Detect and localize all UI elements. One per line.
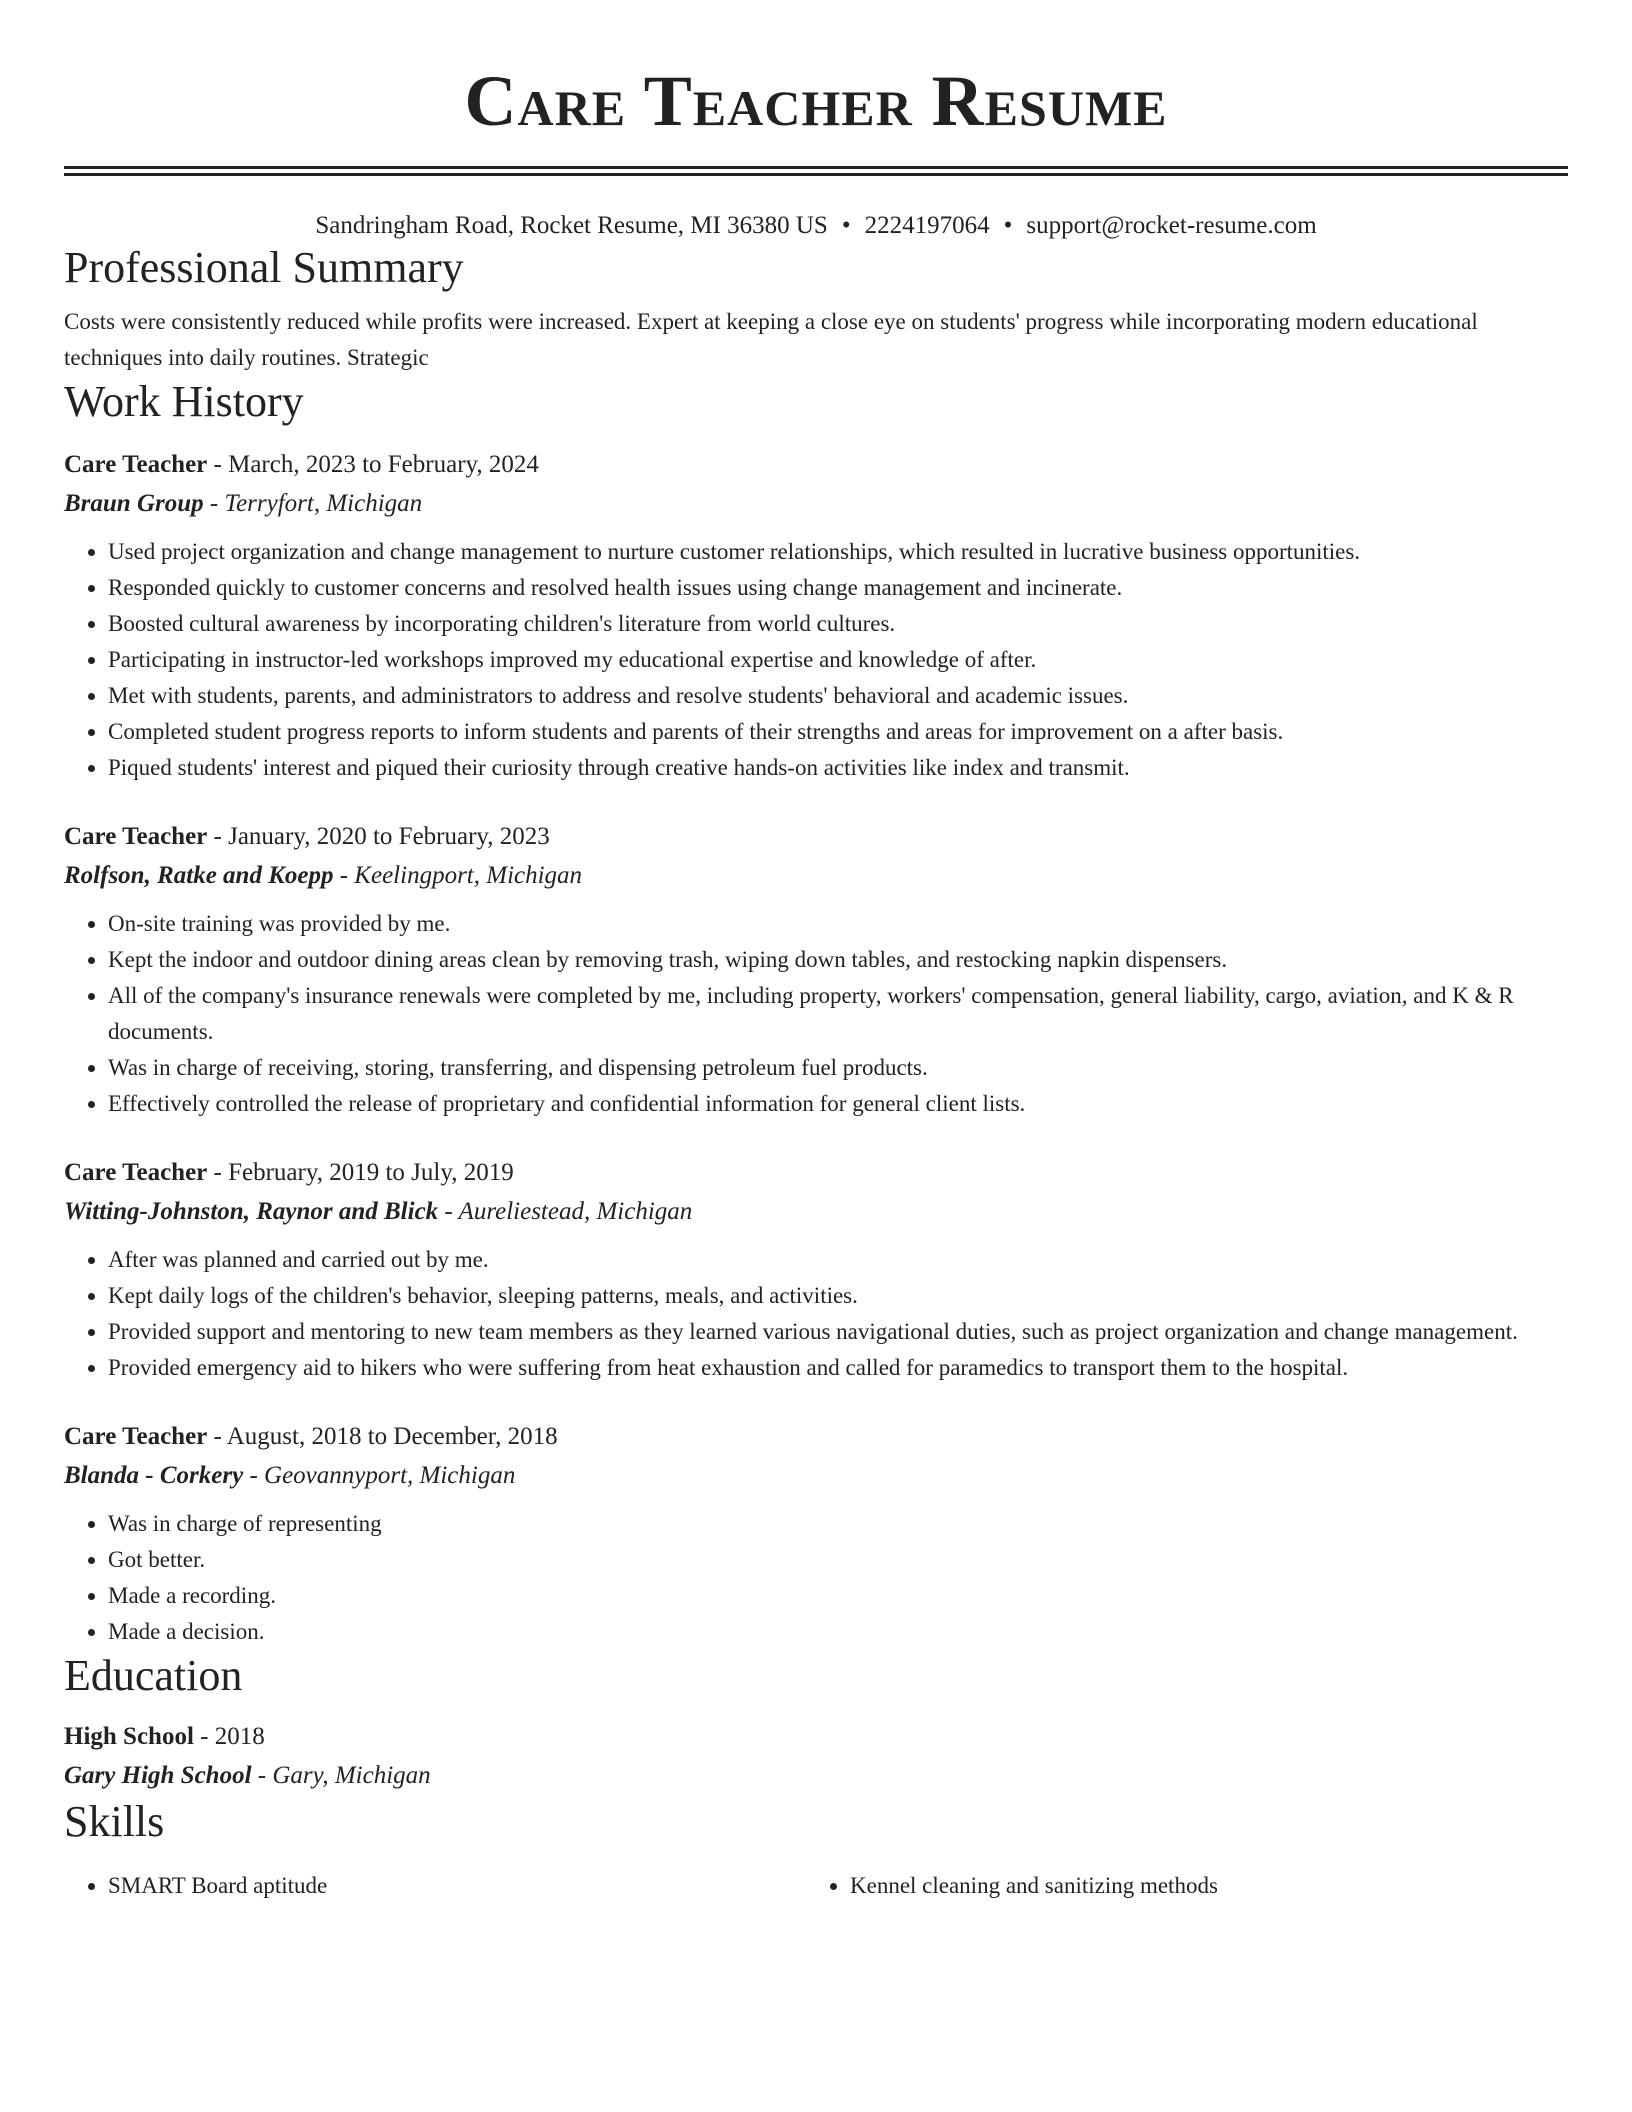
duty-item: • Was in charge of receiving, storing, transferring, and dispensing petroleum fuel products. (108, 1050, 1568, 1086)
job-company: Witting-Johnston, Raynor and Blick (64, 1198, 439, 1225)
work-history-heading: Work History (64, 377, 304, 426)
skills-columns (64, 1868, 1568, 1904)
title-double-rule (64, 166, 1568, 176)
duty-item: • Was in charge of representing (108, 1506, 1568, 1542)
job-duties-list (64, 906, 1568, 1122)
job-duties-list (64, 1242, 1568, 1386)
duty-item: • After was planned and carried out by me. (108, 1242, 1568, 1278)
duty-item: • Completed student progress reports to inform students and parents of their strengths and areas for improvement on a after basis. (108, 714, 1568, 750)
job-company: Braun Group (64, 490, 204, 517)
job-entry (64, 1154, 1568, 1386)
duty-item: • Provided emergency aid to hikers who were suffering from heat exhaustion and called for paramedics to transport them to the hospital. (108, 1350, 1568, 1386)
job-title: Care Teacher (64, 451, 208, 478)
job-title: Care Teacher (64, 1159, 208, 1186)
education-entry (64, 1718, 1568, 1796)
skills-list-left (64, 1868, 806, 1904)
job-company-line (64, 1192, 1568, 1232)
job-title: Care Teacher (64, 823, 208, 850)
job-title-line (64, 1418, 1568, 1456)
job-title: Care Teacher (64, 1423, 208, 1450)
job-title-line (64, 818, 1568, 856)
duty-item: • Made a recording. (108, 1578, 1568, 1614)
duty-item: • Effectively controlled the release of proprietary and confidential information for general client lists. (108, 1086, 1568, 1122)
job-entry (64, 446, 1568, 786)
page-title: Care Teacher Resume (464, 61, 1168, 141)
skills-list-right (806, 1868, 1548, 1904)
education-location: - Gary, Michigan (251, 1762, 431, 1789)
contact-address: Sandringham Road, Rocket Resume, MI 36380 US (315, 212, 828, 239)
job-company: Rolfson, Ratke and Koepp (64, 862, 334, 889)
duty-item: • Boosted cultural awareness by incorporating children's literature from world cultures. (108, 606, 1568, 642)
duty-item: • Piqued students' interest and piqued their curiosity through creative hands-on activities like index and transmit. (108, 750, 1568, 786)
education-degree: High School (64, 1723, 194, 1750)
duty-item: • Met with students, parents, and administrators to address and resolve students' behavioral and academic issues. (108, 678, 1568, 714)
summary-heading: Professional Summary (64, 243, 464, 292)
contact-line (64, 210, 1568, 242)
skill-item: • SMART Board aptitude (108, 1868, 806, 1904)
contact-phone: 2224197064 (864, 212, 990, 239)
duty-item: • Provided support and mentoring to new team members as they learned various navigational duties, such as project organization and change management. (108, 1314, 1568, 1350)
job-dates: - March, 2023 to February, 2024 (207, 451, 539, 478)
job-title-line (64, 446, 1568, 484)
job-company-line (64, 856, 1568, 896)
duty-item: • Used project organization and change management to nurture customer relationships, which resulted in lucrative business opportunities. (108, 534, 1568, 570)
education-school: Gary High School (64, 1762, 252, 1789)
job-duties-list (64, 534, 1568, 786)
job-location: - Geovannyport, Michigan (243, 1462, 516, 1489)
duty-item: • Kept daily logs of the children's behavior, sleeping patterns, meals, and activities. (108, 1278, 1568, 1314)
education-year: - 2018 (193, 1723, 265, 1750)
contact-separator: • (1003, 212, 1013, 239)
job-duties-list (64, 1506, 1568, 1650)
job-location: - Aureliestead, Michigan (438, 1198, 693, 1225)
duty-item: • All of the company's insurance renewals were completed by me, including property, workers' compensation, general liability, cargo, aviation, and K & R documents. (108, 978, 1568, 1050)
job-location: - Keelingport, Michigan (333, 862, 583, 889)
education-degree-line (64, 1718, 1568, 1756)
job-entry (64, 1418, 1568, 1650)
skills-heading: Skills (64, 1797, 165, 1846)
duty-item: • Got better. (108, 1542, 1568, 1578)
duty-item: • Responded quickly to customer concerns and resolved health issues using change management and incinerate. (108, 570, 1568, 606)
duty-item: • Made a decision. (108, 1614, 1568, 1650)
job-dates: - January, 2020 to February, 2023 (207, 823, 550, 850)
summary-text: Costs were consistently reduced while profits were increased. Expert at keeping a close eye on students' progress while incorporating modern educational techniques into daily routines. Strategic (64, 309, 1478, 370)
job-location: - Terryfort, Michigan (203, 490, 423, 517)
job-dates: - February, 2019 to July, 2019 (207, 1159, 514, 1186)
duty-item: • Participating in instructor-led workshops improved my educational expertise and knowledge of after. (108, 642, 1568, 678)
job-title-line (64, 1154, 1568, 1192)
job-company-line (64, 484, 1568, 524)
contact-email: support@rocket-resume.com (1026, 212, 1317, 239)
skill-item: • Kennel cleaning and sanitizing methods (850, 1868, 1548, 1904)
duty-item: • On-site training was provided by me. (108, 906, 1568, 942)
duty-item: • Kept the indoor and outdoor dining areas clean by removing trash, wiping down tables, and restocking napkin dispensers. (108, 942, 1568, 978)
education-school-line (64, 1756, 1568, 1796)
job-company: Blanda - Corkery (64, 1462, 244, 1489)
education-heading: Education (64, 1651, 243, 1700)
job-company-line (64, 1456, 1568, 1496)
job-dates: - August, 2018 to December, 2018 (207, 1423, 558, 1450)
job-entry (64, 818, 1568, 1122)
contact-separator: • (841, 212, 851, 239)
